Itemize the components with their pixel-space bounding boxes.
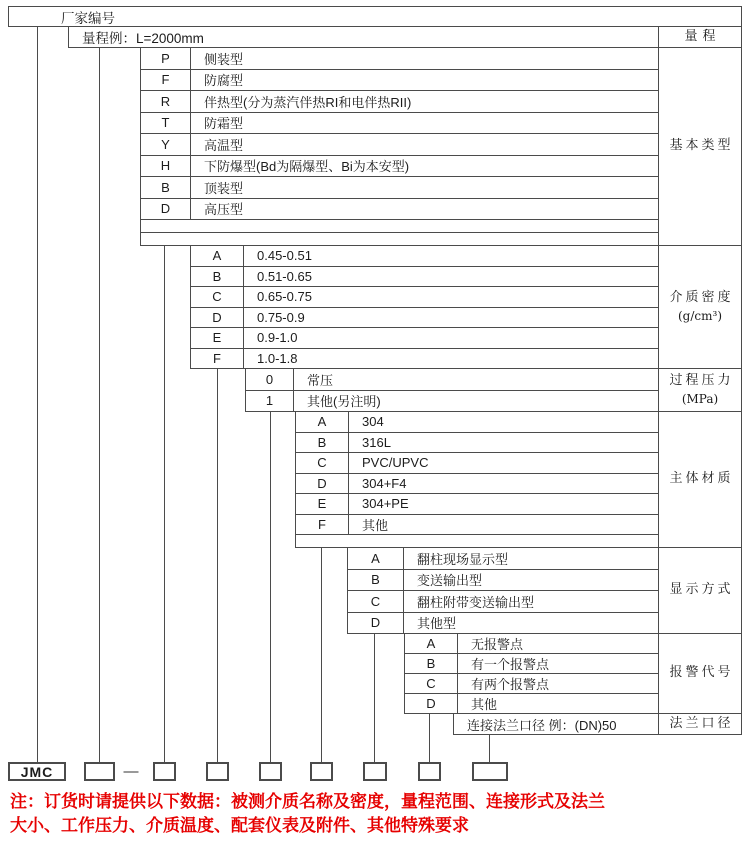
- option-label: 其他(另注明): [307, 394, 381, 410]
- empty-row: [141, 233, 658, 246]
- order-note-line1: 注：订货时请提供以下数据：被测介质名称及密度，量程范围、连接形式及法兰: [10, 792, 605, 811]
- option-code: D: [141, 199, 191, 220]
- connector-line-alarm: [429, 714, 430, 762]
- option-code: C: [296, 453, 349, 473]
- category-label-process-pressure: 过程压力 (MPa): [658, 369, 742, 412]
- option-code: C: [348, 591, 404, 612]
- table-basic-type: [140, 48, 658, 246]
- option-row: [296, 474, 658, 495]
- option-row: [296, 453, 658, 474]
- option-code: 0: [246, 369, 294, 390]
- option-row: [141, 91, 658, 113]
- option-label: 常压: [307, 372, 334, 388]
- option-row: [246, 391, 658, 413]
- option-label: 下防爆型(Bd为隔爆型、Bi为本安型): [204, 159, 410, 175]
- option-label: 变送输出型: [417, 573, 483, 589]
- table-alarm-code: [404, 634, 658, 714]
- option-code: C: [191, 287, 244, 307]
- option-code: F: [141, 70, 191, 91]
- option-code: A: [405, 634, 458, 653]
- category-label-basic-type: 基本类型: [658, 48, 742, 246]
- option-label: 304+PE: [362, 496, 409, 512]
- option-label: 高温型: [204, 137, 244, 153]
- option-code: B: [141, 177, 191, 198]
- empty-row: [141, 220, 658, 233]
- option-label: 有两个报警点: [471, 677, 550, 692]
- option-label: 其他: [362, 517, 389, 533]
- option-row: [296, 494, 658, 515]
- code-box-pressure: [259, 762, 282, 781]
- empty-row: [296, 535, 658, 548]
- connector-line-density: [217, 369, 218, 762]
- option-code: P: [141, 48, 191, 69]
- category-label-medium-density: 介质密度 (g/cm³): [658, 246, 742, 369]
- option-row: [296, 433, 658, 454]
- connector-line-pressure: [270, 412, 271, 762]
- code-box-alarm: [418, 762, 441, 781]
- option-label: 0.51-0.65: [257, 268, 312, 284]
- option-row: [348, 591, 658, 613]
- code-box-flange: [472, 762, 508, 781]
- code-box-range: [84, 762, 115, 781]
- option-row: [191, 308, 658, 329]
- option-label: 1.0-1.8: [257, 350, 298, 366]
- option-code: A: [348, 548, 404, 569]
- option-label: 其他型: [417, 616, 457, 632]
- option-label: 防霜型: [204, 116, 244, 132]
- order-note-line2: 大小、工作压力、介质温度、配套仪表及附件、其他特殊要求: [10, 816, 469, 835]
- option-row: [348, 570, 658, 592]
- option-label: 其他: [471, 697, 498, 712]
- option-row: [191, 287, 658, 308]
- option-row: [348, 548, 658, 570]
- option-code: F: [191, 349, 244, 369]
- option-label: 高压型: [204, 202, 244, 218]
- option-label: 翻柱附带变送输出型: [417, 594, 535, 610]
- option-row: [141, 177, 658, 199]
- option-row: [246, 369, 658, 391]
- option-code: D: [405, 694, 458, 713]
- option-row: [296, 515, 658, 536]
- option-code: C: [405, 674, 458, 693]
- table-body-material: [295, 412, 658, 548]
- category-label-display-mode: 显示方式: [658, 548, 742, 634]
- option-code: H: [141, 156, 191, 177]
- option-label: 翻柱现场显示型: [417, 551, 509, 567]
- category-label-alarm-code: 报警代号: [658, 634, 742, 714]
- option-label: 无报警点: [471, 637, 524, 652]
- code-box-display: [363, 762, 387, 781]
- option-code: 1: [246, 391, 294, 412]
- option-code: D: [348, 613, 404, 634]
- option-code: B: [191, 267, 244, 287]
- option-code: E: [191, 328, 244, 348]
- option-label: 304+F4: [362, 475, 407, 491]
- option-label: 有一个报警点: [471, 657, 550, 672]
- table-medium-density: [190, 246, 658, 369]
- category-label-range: 量程: [658, 27, 742, 48]
- option-row: [405, 654, 658, 674]
- option-row: [191, 349, 658, 370]
- option-label: 防腐型: [204, 73, 244, 89]
- option-label: 侧装型: [204, 51, 244, 67]
- option-row: [141, 156, 658, 178]
- option-label: PVC/UPVC: [362, 455, 429, 471]
- option-label: 304: [362, 414, 384, 430]
- flange-size-note: 连接法兰口径 例：(DN)50: [467, 717, 617, 733]
- connector-line-material: [321, 548, 322, 762]
- flange-size-row: [453, 714, 658, 735]
- option-code: R: [141, 91, 191, 112]
- connector-line-display: [374, 634, 375, 762]
- option-code: D: [191, 308, 244, 328]
- option-label: 0.65-0.75: [257, 289, 312, 305]
- code-separator-dash: —: [123, 763, 139, 780]
- model-prefix-box: JMC: [8, 762, 66, 781]
- option-code: B: [296, 433, 349, 453]
- table-process-pressure: [245, 369, 658, 412]
- option-row: [405, 674, 658, 694]
- connector-line-basic-type: [164, 246, 165, 762]
- code-box-material: [310, 762, 333, 781]
- connector-line-manufacturer: [37, 27, 38, 762]
- option-row: [405, 634, 658, 654]
- table-display-mode: [347, 548, 658, 634]
- manufacturer-number-label: 厂家编号: [61, 10, 115, 26]
- option-row: [191, 328, 658, 349]
- option-code: D: [296, 474, 349, 494]
- option-row: [141, 48, 658, 70]
- range-example-label: 量程例：L=2000mm: [82, 31, 204, 46]
- option-code: B: [348, 570, 404, 591]
- option-label: 316L: [362, 434, 391, 450]
- range-example-row: [68, 27, 742, 48]
- option-code: A: [296, 412, 349, 432]
- option-row: [191, 246, 658, 267]
- option-row: [141, 199, 658, 221]
- option-label: 顶装型: [204, 180, 244, 196]
- option-code: B: [405, 654, 458, 673]
- connector-line-range: [99, 48, 100, 762]
- option-row: [296, 412, 658, 433]
- category-label-flange-size: 法兰口径: [658, 714, 742, 735]
- option-code: Y: [141, 134, 191, 155]
- option-row: [141, 70, 658, 92]
- option-row: [348, 613, 658, 635]
- option-code: E: [296, 494, 349, 514]
- option-label: 0.9-1.0: [257, 330, 298, 346]
- code-box-basic-type: [153, 762, 176, 781]
- option-row: [405, 694, 658, 714]
- option-code: T: [141, 113, 191, 134]
- option-code: A: [191, 246, 244, 266]
- connector-line-flange: [489, 735, 490, 762]
- option-row: [141, 113, 658, 135]
- option-row: [191, 267, 658, 288]
- manufacturer-number-row: [8, 6, 742, 27]
- option-label: 0.45-0.51: [257, 248, 312, 264]
- code-box-density: [206, 762, 229, 781]
- order-note: [10, 790, 747, 838]
- option-label: 0.75-0.9: [257, 309, 305, 325]
- option-row: [141, 134, 658, 156]
- option-label: 伴热型(分为蒸汽伴热RI和电伴热RII): [204, 94, 412, 110]
- category-label-body-material: 主体材质: [658, 412, 742, 548]
- option-code: F: [296, 515, 349, 535]
